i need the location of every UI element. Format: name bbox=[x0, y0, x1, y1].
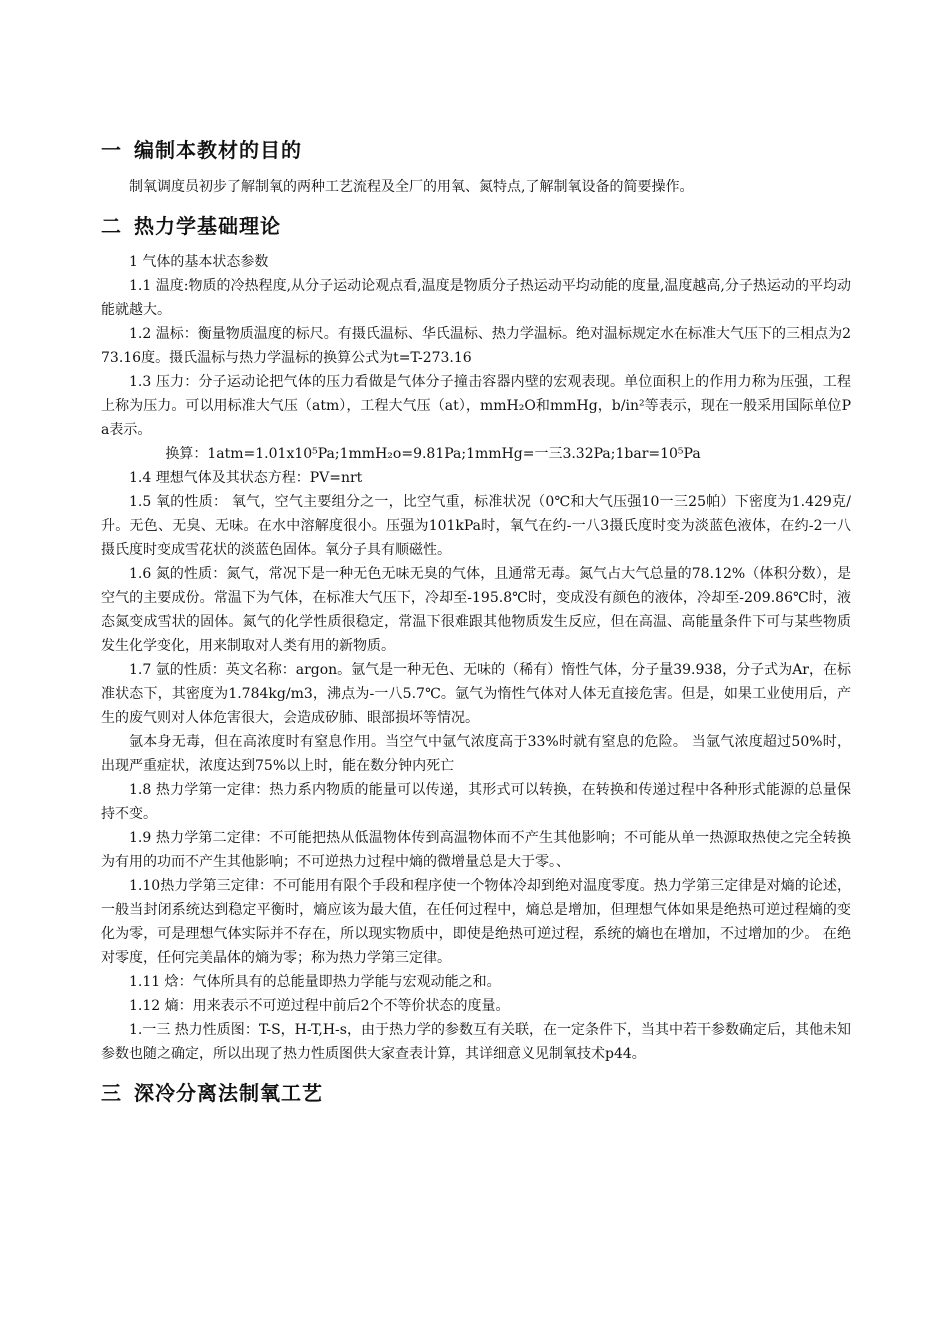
section-number: 三 bbox=[101, 1081, 122, 1105]
section-heading-2 bbox=[101, 212, 851, 240]
paragraph-conversion: 换算：1atm=1.01x10⁵Pa;1mmH₂o=9.81Pa;1mmHg=一三3.32Pa;1bar=10⁵Pa bbox=[165, 446, 701, 462]
paragraph-argon: 1.7 氩的性质：英文名称：argon。氩气是一种无色、无味的（稀有）惰性气体，分子量39.938，分子式为Ar，在标准状态下，其密度为1.784kg/m3，沸点为-一八5.7℃。氩气为惰性气体对人体无直接危害。但是，如果工业使用后，产生的废气则对人体危害很大，会造成矽肺、眼部损坏等情况。 bbox=[101, 662, 851, 726]
paragraph-entropy: 1.12 熵：用来表示不可逆过程中前后2个不等价状态的度量。 bbox=[129, 998, 510, 1014]
paragraph-pressure: 1.3 压力：分子运动论把气体的压力看做是气体分子撞击容器内壁的宏观表现。单位面积上的作用力称为压强，工程上称为压力。可以用标准大气压（atm），工程大气压（at），mmH₂O和mmHg，b/in²等表示，现在一般采用国际单位Pa表示。 bbox=[101, 374, 851, 438]
section-heading-1 bbox=[101, 136, 851, 164]
paragraph-property-chart: 1.一三 热力性质图：T-S，H-T,H-s，由于热力学的参数互有关联，在一定条件下，当其中若干参数确定后，其他未知参数也随之确定，所以出现了热力性质图供大家查表计算，其详细意义见制氧技术p44。 bbox=[101, 1022, 851, 1062]
paragraph: 制氧调度员初步了解制氧的两种工艺流程及全厂的用氧、氮特点,了解制氧设备的简要操作。 bbox=[129, 179, 694, 195]
subheading-gas-state: 1 气体的基本状态参数 bbox=[129, 254, 269, 270]
section-title: 热力学基础理论 bbox=[134, 214, 281, 238]
paragraph-argon-hazard: 氩本身无毒，但在高浓度时有窒息作用。当空气中氩气浓度高于33%时就有窒息的危险。 当氩气浓度超过50%时，出现严重症状，浓度达到75%以上时，能在数分钟内死亡 bbox=[101, 734, 851, 774]
document-page bbox=[101, 136, 851, 1107]
section-body-1 bbox=[101, 175, 851, 199]
paragraph-enthalpy: 1.11 焓：气体所具有的总能量即热力学能与宏观动能之和。 bbox=[129, 974, 501, 990]
paragraph-first-law: 1.8 热力学第一定律：热力系内物质的能量可以传递，其形式可以转换，在转换和传递过程中各种形式能源的总量保持不变。 bbox=[101, 782, 851, 822]
section-heading-3 bbox=[101, 1079, 851, 1107]
paragraph-temperature: 1.1 温度:物质的冷热程度,从分子运动论观点看,温度是物质分子热运动平均动能的度量,温度越高,分子热运动的平均动能就越大。 bbox=[101, 278, 851, 318]
paragraph-temperature-scale: 1.2 温标：衡量物质温度的标尺。有摄氏温标、华氏温标、热力学温标。绝对温标规定水在标准大气压下的三相点为273.16度。摄氏温标与热力学温标的换算公式为t=T-273.16 bbox=[101, 326, 851, 366]
section-title: 深冷分离法制氧工艺 bbox=[134, 1081, 323, 1105]
section-number: 一 bbox=[101, 138, 122, 162]
paragraph-third-law: 1.10热力学第三定律：不可能用有限个手段和程序使一个物体冷却到绝对温度零度。热力学第三定律是对熵的论述，一般当封闭系统达到稳定平衡时，熵应该为最大值，在任何过程中，熵总是增加，但理想气体如果是绝热可逆过程熵的变化为零，可是理想气体实际并不存在，所以现实物质中，即使是绝热可逆过程，系统的熵也在增加，不过增加的少。 在绝对零度，任何完美晶体的熵为零；称为热力学第三定律。 bbox=[101, 878, 851, 966]
section-number: 二 bbox=[101, 214, 122, 238]
paragraph-second-law: 1.9 热力学第二定律：不可能把热从低温物体传到高温物体而不产生其他影响；不可能从单一热源取热使之完全转换为有用的功而不产生其他影响；不可逆热力过程中熵的微增量总是大于零。、 bbox=[101, 830, 851, 870]
section-title: 编制本教材的目的 bbox=[134, 138, 302, 162]
section-body-2 bbox=[101, 250, 851, 1066]
paragraph-nitrogen: 1.6 氮的性质：氮气，常况下是一种无色无味无臭的气体，且通常无毒。氮气占大气总量的78.12%（体积分数），是空气的主要成份。常温下为气体，在标准大气压下，冷却至-195.8℃时，变成没有颜色的液体，冷却至-209.86℃时，液态氮变成雪状的固体。氮气的化学性质很稳定，常温下很难跟其他物质发生反应，但在高温、高能量条件下可与某些物质发生化学变化，用来制取对人类有用的新物质。 bbox=[101, 566, 851, 654]
paragraph-ideal-gas: 1.4 理想气体及其状态方程：PV=nrt bbox=[129, 470, 363, 486]
paragraph-oxygen: 1.5 氧的性质： 氧气，空气主要组分之一，比空气重，标准状况（0℃和大气压强10一三25帕）下密度为1.429克/升。无色、无臭、无味。在水中溶解度很小。压强为101kPa时，氧气在约-一八3摄氏度时变为淡蓝色液体，在约-2一八摄氏度时变成雪花状的淡蓝色固体。氧分子具有顺磁性。 bbox=[101, 494, 851, 558]
